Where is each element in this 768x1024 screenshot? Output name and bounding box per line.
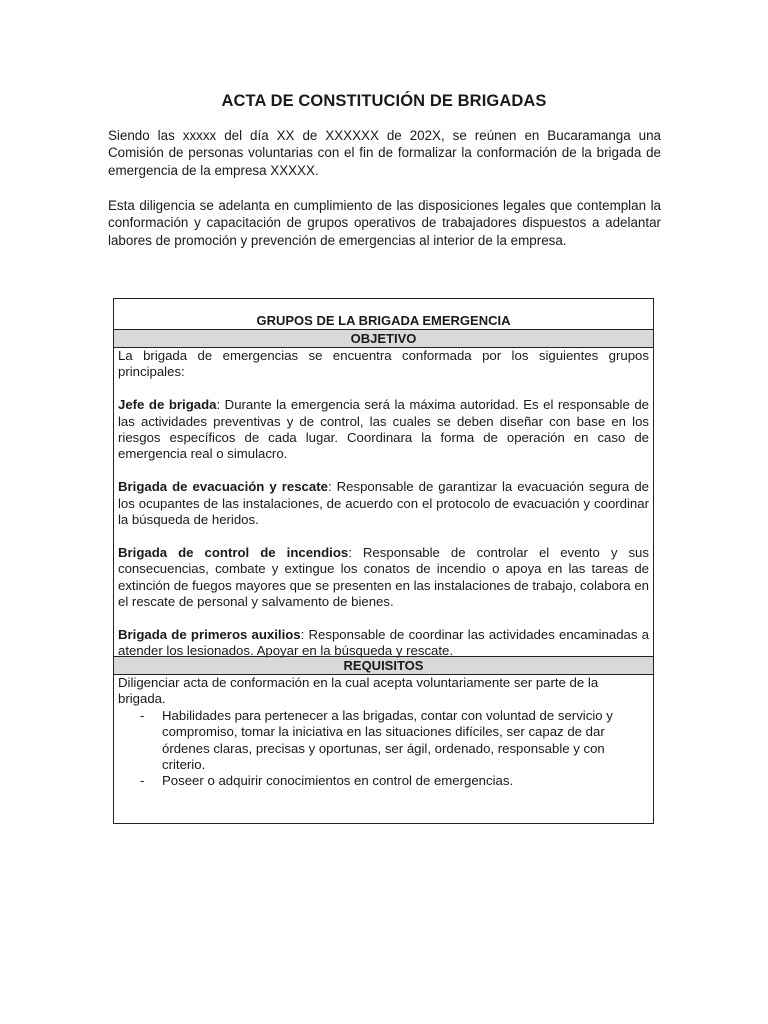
objective-intro: La brigada de emergencias se encuentra conformada por los siguientes grupos principales: (118, 348, 649, 380)
list-item (118, 708, 649, 774)
group-name: Jefe de brigada (118, 397, 217, 413)
list-item (118, 773, 649, 789)
objective-cell (114, 348, 653, 659)
brigade-groups-table (113, 298, 654, 824)
group-description: : Responsable de coordinar las actividades encaminadas a atender los lesionados. Apoyar en la búsqueda y rescate. (118, 626, 649, 659)
group-item (118, 545, 649, 611)
table-title-row (114, 299, 653, 329)
group-name: Brigada de evacuación y rescate (118, 479, 328, 495)
requirements-intro: Diligenciar acta de conformación en la cual acepta voluntariamente ser parte de la brigada. (118, 675, 599, 707)
objective-header: OBJETIVO (114, 329, 653, 348)
list-item-text: Poseer o adquirir conocimientos en control de emergencias. (162, 773, 514, 789)
requirements-list (118, 708, 649, 790)
group-description: : Responsable de garantizar la evacuación segura de los ocupantes de las instalaciones, de acuerdo con el protocolo de evacuación y coordinar la búsqueda de heridos. (118, 479, 649, 528)
group-description: : Durante la emergencia será la máxima autoridad. Es el responsable de las actividades preventivas y de control, las cuales se deben diseñar con base en los riesgos específicos de cada lugar. Coordinara la forma de operación en caso de emergencia real o simulacro. (118, 397, 649, 462)
bullet-dash: - (140, 707, 145, 723)
group-item (118, 397, 649, 463)
group-item (118, 627, 649, 660)
list-item-text: Habilidades para pertenecer a las brigadas, contar con voluntad de servicio y compromiso, tomar la iniciativa en las situaciones difíciles, ser capaz de dar órdenes claras, precisas y oportunas, ser ágil, ordenado, responsable y con criterio. (162, 707, 613, 773)
page-title: ACTA DE CONSTITUCIÓN DE BRIGADAS (221, 92, 547, 110)
requirements-cell (114, 675, 653, 790)
group-item (118, 479, 649, 528)
group-name: Brigada de primeros auxilios (118, 626, 301, 642)
table-title: GRUPOS DE LA BRIGADA EMERGENCIA (256, 313, 511, 328)
intro-paragraph: Siendo las xxxxx del día XX de XXXXXX de 202X, se reúnen en Bucaramanga una Comisión de personas voluntarias con el fin de formalizar la conformación de la brigada de emergencia de la empresa XXXXX. (108, 128, 661, 178)
group-description: : Responsable de controlar el evento y sus consecuencias, combate y extingue los conatos de incendio o apoya en las tareas de extinción de fuegos mayores que se presenten en las instalaciones de trabajo, colabora en el rescate de personal y salvamento de bienes. (118, 544, 649, 610)
legal-paragraph: Esta diligencia se adelanta en cumplimiento de las disposiciones legales que contemplan la conformación y capacitación de grupos operativos de trabajadores dispuestos a adelantar labores de promoción y prevención de emergencias al interior de la empresa. (108, 198, 661, 248)
group-name: Brigada de control de incendios (118, 544, 349, 560)
bullet-dash: - (140, 773, 145, 789)
requirements-header: REQUISITOS (114, 656, 653, 675)
